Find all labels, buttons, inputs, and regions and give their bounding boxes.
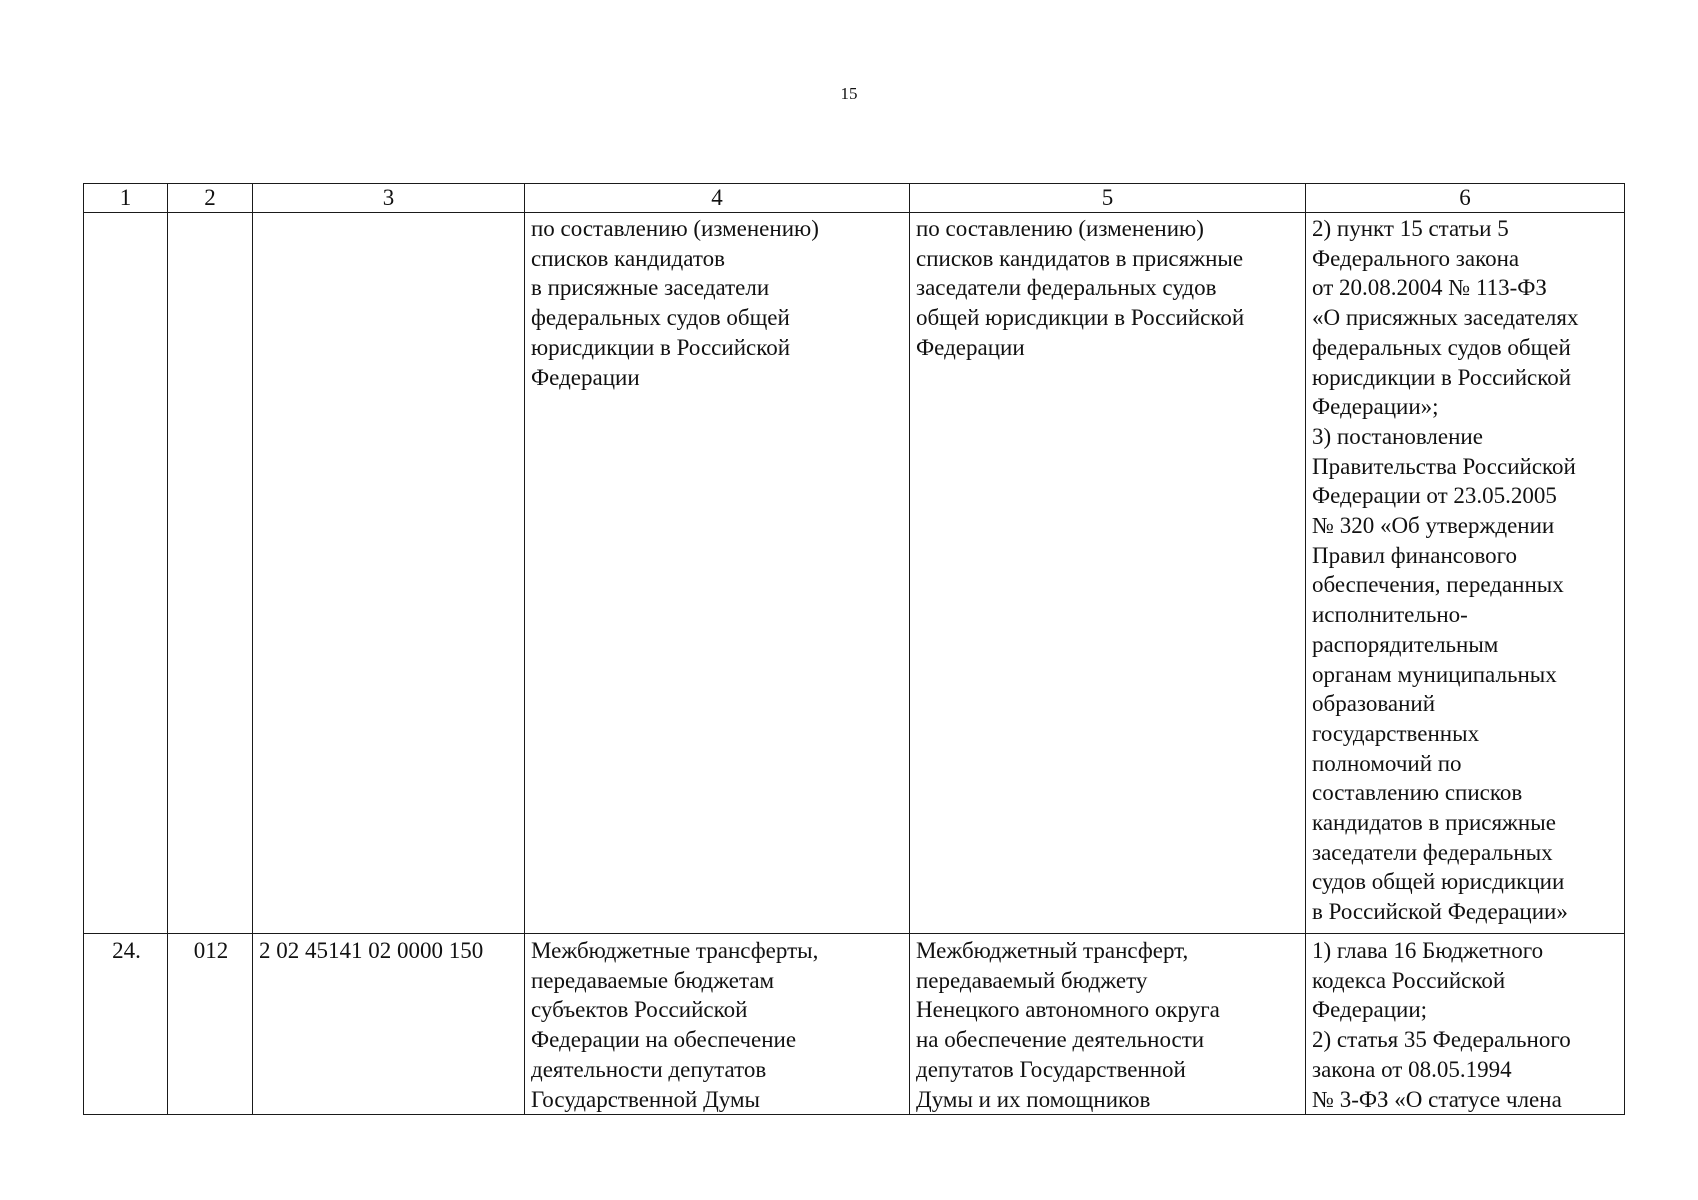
row-number-cell	[84, 213, 168, 934]
column-header-3: 3	[253, 184, 525, 213]
budget-classification-code-cell: 2 02 45141 02 0000 150	[253, 934, 525, 1115]
revenue-name-cell: по составлению (изменению) списков кандидатов в присяжные заседатели федеральных судов общей юрисдикции в Российской Федерации	[525, 213, 910, 934]
row-number-cell: 24.	[84, 934, 168, 1115]
column-header-5: 5	[910, 184, 1306, 213]
table-row	[84, 213, 1625, 934]
revenue-name-cell: Межбюджетные трансферты, передаваемые бюджетам субъектов Российской Федерации на обеспечение деятельности депутатов Государственной Думы	[525, 934, 910, 1115]
transfer-purpose-cell: Межбюджетный трансферт, передаваемый бюджету Ненецкого автономного округа на обеспечение деятельности депутатов Государственной Думы и их помощников	[910, 934, 1306, 1115]
transfer-purpose-cell: по составлению (изменению) списков кандидатов в присяжные заседатели федеральных судов общей юрисдикции в Российской Федерации	[910, 213, 1306, 934]
column-header-6: 6	[1306, 184, 1625, 213]
table-header-row	[84, 184, 1625, 213]
admin-code-cell	[168, 213, 253, 934]
budget-table	[83, 183, 1625, 1115]
column-header-4: 4	[525, 184, 910, 213]
page-number: 15	[840, 84, 858, 103]
column-header-1: 1	[84, 184, 168, 213]
legal-basis-cell: 2) пункт 15 статьи 5 Федерального закона от 20.08.2004 № 113-ФЗ «О присяжных заседателях федеральных судов общей юрисдикции в Российской Федерации»; 3) постановление Правительства Российской Федерации от 23.05.2005 № 320 «Об утверждении Правил финансового обеспечения, переданных исполнительно- распорядительным органам муниципальных образований государственных полномочий по составлению списков кандидатов в присяжные заседатели федеральных судов общей юрисдикции в Российской Федерации»	[1306, 213, 1625, 934]
table-row	[84, 934, 1625, 1115]
legal-basis-cell: 1) глава 16 Бюджетного кодекса Российской Федерации; 2) статья 35 Федерального закона от 08.05.1994 № 3-ФЗ «О статусе члена	[1306, 934, 1625, 1115]
column-header-2: 2	[168, 184, 253, 213]
admin-code-cell: 012	[168, 934, 253, 1115]
budget-classification-code-cell	[253, 213, 525, 934]
